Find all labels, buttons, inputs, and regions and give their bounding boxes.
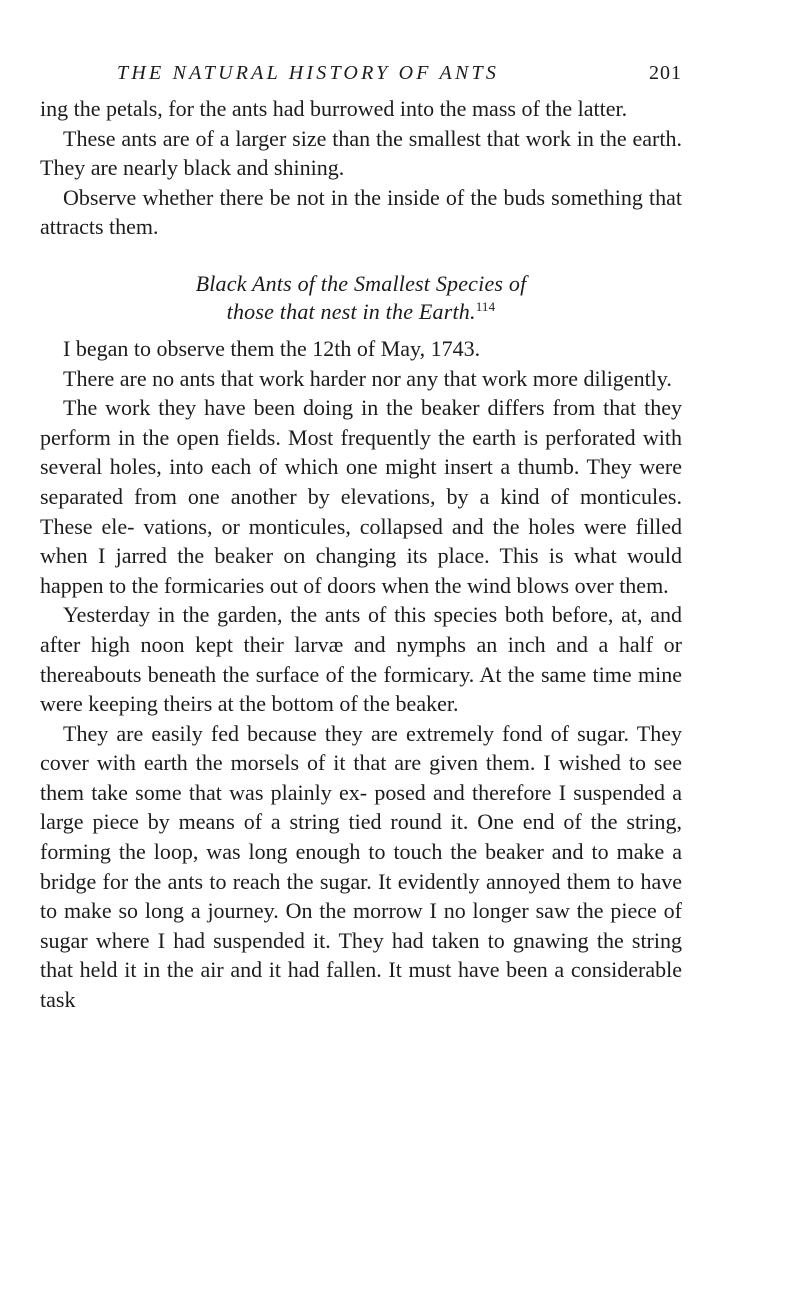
section-heading-line-2-text: those that nest in the Earth. <box>226 298 476 324</box>
paragraph-text: ing the petals, for the ants had burrowed into the mass of the latter. <box>40 96 628 121</box>
paragraph <box>40 94 682 124</box>
paragraph-text: Observe whether there be not in the inside of the buds something that attracts them. <box>40 184 682 240</box>
paragraph-text: There are no ants that work harder nor any that work more diligently. <box>63 365 672 391</box>
footnote-reference: 114 <box>475 298 496 314</box>
running-head-title: THE NATURAL HISTORY OF ANTS <box>117 62 500 84</box>
paragraph <box>40 364 682 394</box>
paragraph-text: They are easily fed because they are extremely fond of sugar. They cover with earth the morsels of it that are given them. I wished to see them take some that was plainly ex- posed and therefore I suspended a large piece by means of a string tied round it. One end of the string, forming the loop, was long enough to touch the beaker and to make a bridge for the ants to reach the sugar. It evidently annoyed them to have to make so long a journey. On the morrow I no longer saw the piece of sugar where I had suspended it. They had taken to gnawing the string that held it in the air and it had fallen. It must have been a considerable task <box>40 720 682 1013</box>
section-heading-line-1: Black Ants of the Smallest Species of <box>195 270 527 296</box>
paragraph <box>40 334 682 364</box>
paragraph-text: I began to observe them the 12th of May, 1743. <box>63 335 481 361</box>
page-number: 201 <box>649 62 682 84</box>
paragraph <box>40 393 682 600</box>
paragraph <box>40 719 682 1015</box>
paragraph <box>40 183 682 242</box>
paragraph-text: Yesterday in the garden, the ants of this species both before, at, and after high noon kept their larvæ and nymphs an inch and a half or thereabouts beneath the surface of the formicary. At the same time mine were keeping theirs at the bottom of the beaker. <box>40 602 682 717</box>
book-page <box>40 58 682 1015</box>
paragraph-text: The work they have been doing in the beaker differs from that they perform in the open fields. Most frequently the earth is perforated with several holes, into each of which one might insert a thumb. They were separated from one another by elevations, by a kind of monticules. These ele- vations, or monticules, collapsed and the holes were filled when I jarred the beaker on changing its place. This is what would happen to the formicaries out of doors when the wind blows over them. <box>40 395 682 598</box>
section-heading-line-2 <box>40 298 682 326</box>
running-head <box>40 58 682 92</box>
paragraph <box>40 124 682 183</box>
body-text <box>40 94 682 242</box>
body-text-continued <box>40 334 682 1015</box>
paragraph-text: These ants are of a larger size than the smallest that work in the earth. They are nearly black and shining. <box>40 125 682 181</box>
section-heading <box>40 270 682 326</box>
paragraph <box>40 600 682 718</box>
